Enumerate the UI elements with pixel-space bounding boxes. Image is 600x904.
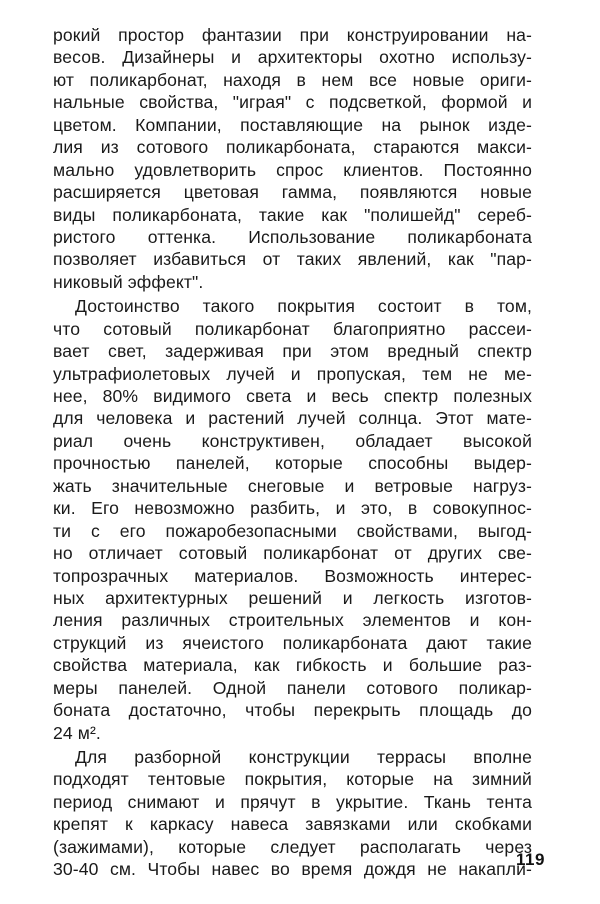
text-line: никовый эффект".	[53, 271, 204, 292]
text-line: Достоинство такого покрытия состоит в том,	[75, 296, 532, 317]
text-line: нальные свойства, "играя" с подсветкой, формой и	[53, 92, 532, 113]
text-line: (зажимами), которые следует располагать через	[53, 836, 532, 857]
text-line: крепят к каркасу навеса завязками или скобками	[53, 814, 532, 835]
text-line: цветом. Компании, поставляющие на рынок изде-	[53, 114, 532, 135]
text-line: виды поликарбоната, такие как "полишейд" сереб-	[53, 204, 532, 225]
text-line: ристого оттенка. Использование поликарбоната	[53, 226, 532, 247]
text-line: меры панелей. Одной панели сотового поликар-	[53, 677, 532, 698]
paragraph	[53, 24, 532, 293]
text-line: прочностью панелей, которые способны выдер-	[53, 453, 532, 474]
text-line: боната достаточно, чтобы перекрыть площадь до	[53, 700, 532, 721]
text-line: нее, 80% видимого света и весь спектр полезных	[53, 386, 532, 406]
text-line: рокий простор фантазии при конструировании на-	[53, 25, 532, 45]
text-line: ления различных строительных элементов и кон-	[53, 610, 532, 631]
text-line: лия из сотового поликарбоната, стараются макси-	[53, 137, 532, 158]
text-line: подходят тентовые покрытия, которые на зимний	[53, 769, 532, 790]
text-line: что сотовый поликарбонат благоприятно рассеи-	[53, 318, 532, 339]
text-line: позволяет избавиться от таких явлений, как "пар-	[53, 249, 532, 270]
text-line: струкций из ячеистого поликарбоната дают такие	[53, 632, 532, 653]
text-line: ультрафиолетовых лучей и пропуская, тем не ме-	[53, 363, 532, 384]
paragraph	[53, 295, 532, 744]
text-line: но отличает сотовый поликарбонат от других све-	[53, 543, 532, 564]
paragraph	[53, 746, 532, 881]
text-line: ти с его пожаробезопасными свойствами, выгод-	[53, 520, 532, 541]
text-line: Для разборной конструкции террасы вполне	[75, 747, 532, 767]
text-line: ют поликарбонат, находя в нем все новые ориги-	[53, 69, 532, 90]
text-line: весов. Дизайнеры и архитекторы охотно использу-	[53, 47, 532, 68]
text-line: мально удовлетворить спрос клиентов. Постоянно	[53, 159, 532, 180]
text-line: свойства материала, как гибкость и большие раз-	[53, 655, 532, 676]
text-line: 30-40 см. Чтобы навес во время дождя не накапли-	[53, 859, 532, 880]
text-line: 24 м².	[53, 722, 101, 743]
text-line: для человека и растений лучей солнца. Этот мате-	[53, 408, 532, 429]
text-line: вает свет, задерживая при этом вредный спектр	[53, 341, 532, 362]
page-number: 119	[516, 850, 545, 869]
text-line: риал очень конструктивен, обладает высокой	[53, 430, 532, 451]
text-line: топрозрачных материалов. Возможность интерес-	[53, 565, 532, 586]
text-line: ки. Его невозможно разбить, и это, в совокупнос-	[53, 498, 532, 519]
text-line: жать значительные снеговые и ветровые нагруз-	[53, 475, 532, 496]
text-line: ных архитектурных решений и легкость изготов-	[53, 587, 532, 608]
page-body	[53, 24, 532, 881]
text-line: расширяется цветовая гамма, появляются новые	[53, 182, 532, 203]
text-line: период снимают и прячут в укрытие. Ткань тента	[53, 791, 532, 812]
